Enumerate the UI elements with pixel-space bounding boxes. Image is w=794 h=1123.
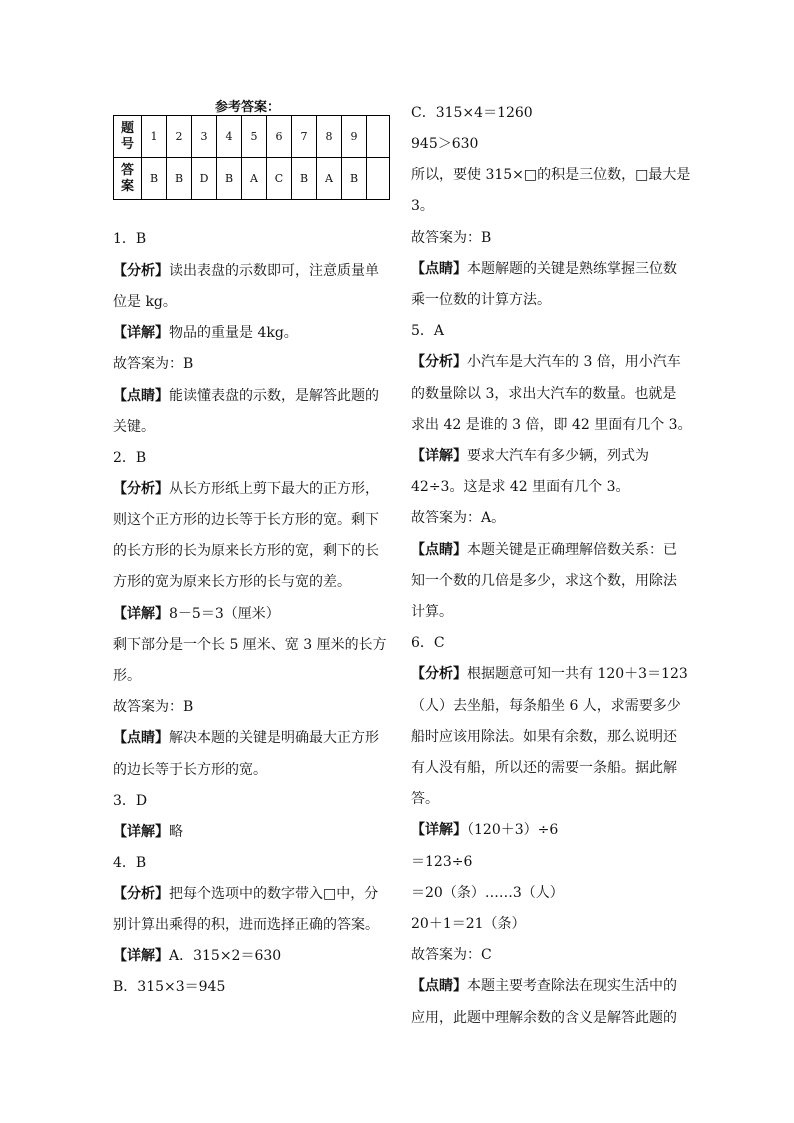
text-line: 乘一位数的计算方法。 xyxy=(411,292,551,308)
text-line: 6．C xyxy=(411,635,445,651)
text-line: 【详解】略 xyxy=(113,824,183,840)
question-number-cell: 2 xyxy=(167,116,192,158)
answer-row xyxy=(114,158,390,200)
text-line: C．315×4＝1260 xyxy=(411,105,533,121)
question-number-cell: 7 xyxy=(292,116,317,158)
text-line: 【点睛】能读懂表盘的示数，是解答此题的 xyxy=(113,388,379,404)
answer-cell: C xyxy=(267,158,292,200)
text-line: ＝123÷6 xyxy=(411,854,473,870)
text-line: 故答案为：B xyxy=(113,356,194,372)
text-line: 【详解】要求大汽车有多少辆，列式为 xyxy=(411,448,649,464)
text-line: 的长方形的长为原来长方形的宽，剩下的长 xyxy=(113,543,379,559)
answer-cell xyxy=(367,158,390,200)
text-line: 故答案为：B xyxy=(113,699,194,715)
text-line: 【详解】物品的重量是 4kg。 xyxy=(113,325,298,341)
text-line: 945＞630 xyxy=(411,136,479,152)
text-line: 【详解】A．315×2＝630 xyxy=(113,948,282,964)
text-line: 知一个数的几倍是多少，求这个数，用除法 xyxy=(411,573,677,589)
question-number-cell: 3 xyxy=(192,116,217,158)
answer-cell: B xyxy=(217,158,242,200)
row-header-answer: 答 案 xyxy=(114,158,142,200)
text-line: 4．B xyxy=(113,855,147,871)
text-line: 的数量除以 3，求出大汽车的数量。也就是 xyxy=(411,386,677,402)
text-line: 有人没有船，所以还的需要一条船。据此解 xyxy=(411,760,677,776)
text-line: 【分析】读出表盘的示数即可，注意质量单 xyxy=(113,263,379,279)
question-number-row xyxy=(114,116,390,158)
text-line: 故答案为：A。 xyxy=(411,510,506,526)
text-line: 3．D xyxy=(113,793,148,809)
text-line: 方形的宽为原来长方形的长与宽的差。 xyxy=(113,574,351,590)
text-line: 2．B xyxy=(113,450,147,466)
text-line: 3。 xyxy=(411,198,434,214)
answer-cell: D xyxy=(192,158,217,200)
text-line: 5．A xyxy=(411,323,445,339)
answer-cell: B xyxy=(292,158,317,200)
text-line: 故答案为：C xyxy=(411,947,492,963)
text-line: 【分析】小汽车是大汽车的 3 倍，用小汽车 xyxy=(411,354,681,370)
answer-cell: A xyxy=(242,158,267,200)
text-line: 形。 xyxy=(113,668,141,684)
text-line: 剩下部分是一个长 5 厘米、宽 3 厘米的长方 xyxy=(113,637,387,653)
text-line: 船时应该用除法。如果有余数，那么说明还 xyxy=(411,729,677,745)
text-line: 【点睛】本题关键是正确理解倍数关系：已 xyxy=(411,542,677,558)
text-line: 【点睛】本题解题的关键是熟练掌握三位数 xyxy=(411,261,677,277)
text-line: 【分析】把每个选项中的数字带入□中，分 xyxy=(113,886,379,902)
text-line: 【详解】（120＋3）÷6 xyxy=(411,822,559,838)
answer-title: 参考答案： xyxy=(215,100,281,115)
text-line: 应用，此题中理解余数的含义是解答此题的 xyxy=(411,1010,677,1026)
question-number-cell: 6 xyxy=(267,116,292,158)
text-line: 42÷3。这是求 42 里面有几个 3。 xyxy=(411,479,630,495)
text-line: 别计算出乘得的积，进而选择正确的答案。 xyxy=(113,917,379,933)
question-number-cell: 4 xyxy=(217,116,242,158)
text-line: 的边长等于长方形的宽。 xyxy=(113,762,267,778)
text-line: 关键。 xyxy=(113,419,155,435)
text-line: ＝20（条）……3（人） xyxy=(411,885,564,901)
question-number-cell: 1 xyxy=(142,116,167,158)
text-line: 计算。 xyxy=(411,604,453,620)
question-number-cell: 9 xyxy=(342,116,367,158)
answer-cell: B xyxy=(167,158,192,200)
text-line: 【分析】从长方形纸上剪下最大的正方形， xyxy=(113,481,379,497)
text-line: （人）去坐船，每条船坐 6 人，求需要多少 xyxy=(411,698,681,714)
text-line: 【详解】8－5＝3（厘米） xyxy=(113,606,280,622)
text-line: 则这个正方形的边长等于长方形的宽。剩下 xyxy=(113,512,379,528)
text-line: 【点睛】解决本题的关键是明确最大正方形 xyxy=(113,730,379,746)
text-line: 【点睛】本题主要考查除法在现实生活中的 xyxy=(411,978,677,994)
answer-table xyxy=(113,115,390,200)
text-line: 所以，要使 315×□的积是三位数，□最大是 xyxy=(411,167,691,183)
text-line: 答。 xyxy=(411,791,439,807)
text-line: 故答案为：B xyxy=(411,230,492,246)
text-line: B．315×3＝945 xyxy=(113,979,226,995)
text-line: 1．B xyxy=(113,231,147,247)
text-line: 20＋1＝21（条） xyxy=(411,916,526,932)
question-number-cell: 5 xyxy=(242,116,267,158)
question-number-cell xyxy=(367,116,390,158)
question-number-cell: 8 xyxy=(317,116,342,158)
text-line: 位是 kg。 xyxy=(113,294,177,310)
answer-cell: A xyxy=(317,158,342,200)
answer-cell: B xyxy=(342,158,367,200)
text-line: 【分析】根据题意可知一共有 120＋3＝123 xyxy=(411,666,688,682)
answer-cell: B xyxy=(142,158,167,200)
row-header-question: 题 号 xyxy=(114,116,142,158)
text-line: 求出 42 是谁的 3 倍，即 42 里面有几个 3。 xyxy=(411,417,692,433)
